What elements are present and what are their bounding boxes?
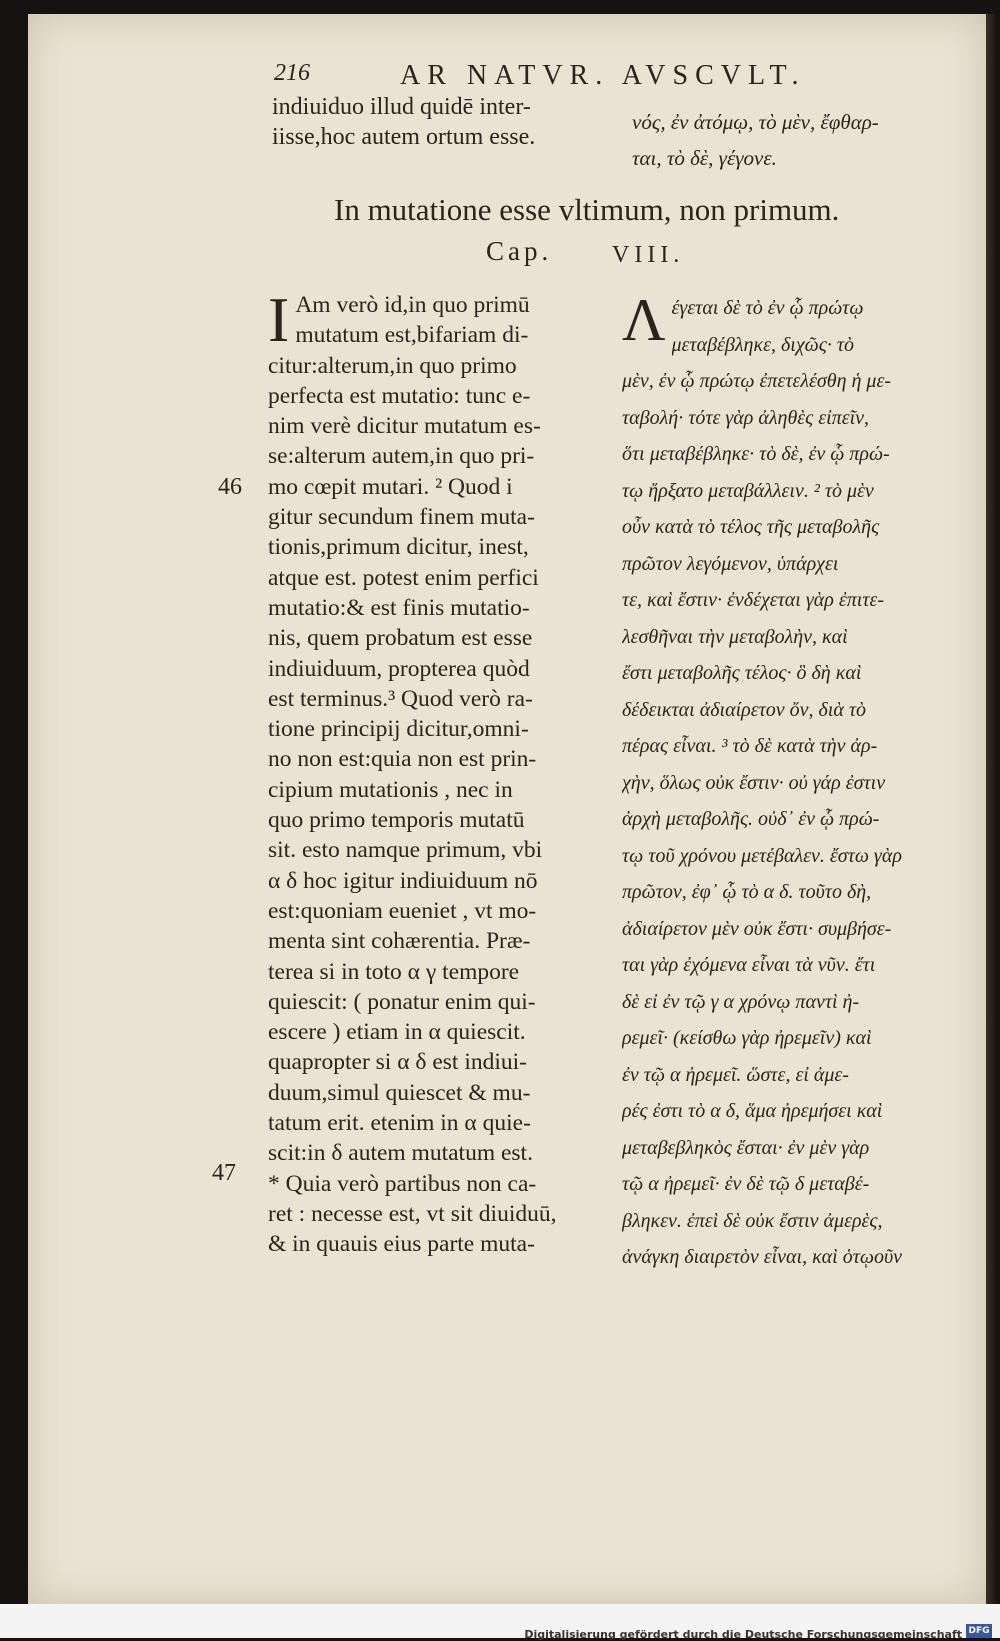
page-number: 216 <box>274 60 310 86</box>
greek-text-line: δέδεικται ἀδιαίρετον ὄν, διὰ τὸ <box>622 698 867 721</box>
latin-text-line: atque est. potest enim perfici <box>268 564 539 591</box>
greek-text-line: ταβολή· τότε γὰρ ἀληθὲς εἰπεῖν, <box>622 406 870 429</box>
running-head: AR NATVR. AVSCVLT. <box>400 60 806 91</box>
margin-number: 47 <box>212 1160 236 1186</box>
greek-text-line: ὅτι μεταβέβληκε· τὸ δὲ, ἐν ᾧ πρώ- <box>622 443 890 465</box>
greek-carryover-line: ται, τὸ δὲ, γέγονε. <box>632 146 777 170</box>
latin-text-line: se:alterum autem,in quo pri- <box>268 443 535 470</box>
latin-text-line: tionis,primum dicitur, inest, <box>268 534 529 561</box>
greek-text-line: τε, καὶ ἔστιν· ἐνδέχεται γὰρ ἐπιτε- <box>622 589 884 611</box>
greek-text-line: μεταβέβληκε, διχῶς· τὸ <box>671 333 855 356</box>
greek-text-line: ἀδιαίρετον μὲν οὐκ ἔστι· συμβήσε- <box>622 917 892 940</box>
latin-text-line: & in quauis eius parte muta- <box>268 1231 535 1258</box>
greek-carryover-line: νός, ἐν ἀτόμῳ, τὸ μὲν, ἔφθαρ- <box>632 110 879 134</box>
latin-text-line: nis, quem probatum est esse <box>268 625 533 652</box>
latin-carryover-line: indiuiduo illud quidē inter- <box>272 94 531 120</box>
latin-text-line: quapropter si α δ est indiui- <box>268 1049 527 1076</box>
greek-dropcap: Λ <box>622 287 666 353</box>
greek-text-line: ἔστι μεταβολῆς τέλος· ὃ δὴ καὶ <box>622 662 862 684</box>
latin-text-line: no non est:quia non est prin- <box>268 746 537 773</box>
greek-text-line: ἀνάγκη διαιρετὸν εἶναι, καὶ ὁτῳοῦν <box>622 1246 903 1268</box>
latin-text-line: mutatio:& est finis mutatio- <box>268 594 530 621</box>
latin-text-line: Am verò id,in quo primū <box>295 292 530 318</box>
latin-text-line: citur:alterum,in quo primo <box>268 352 517 379</box>
latin-dropcap: I <box>268 284 290 355</box>
greek-text-line: μὲν, ἐν ᾧ πρώτῳ ἐπετελέσθη ἡ με- <box>622 370 892 392</box>
latin-carryover <box>272 92 582 152</box>
greek-text-line: ἐν τῷ α ἠρεμεῖ. ὥστε, εἰ ἀμε- <box>622 1063 849 1086</box>
latin-text-line: tatum erit. etenim in α quie- <box>268 1110 531 1137</box>
latin-text-line: menta sint cohærentia. Præ- <box>268 928 531 955</box>
greek-text-line: τῷ α ἠρεμεῖ· ἐν δὲ τῷ δ μεταβέ- <box>622 1173 870 1195</box>
latin-text-line: mo cœpit mutari. ² Quod i <box>268 473 513 500</box>
latin-text-line: perfecta est mutatio: tunc e- <box>268 382 531 409</box>
latin-text-line: sit. esto namque primum, vbi <box>268 837 543 864</box>
latin-text-line: α δ hoc igitur indiuiduum nō <box>268 867 538 894</box>
greek-text-line: τῳ τοῦ χρόνου μετέβαλεν. ἔστω γὰρ <box>622 844 902 867</box>
greek-text-line: δὲ εἰ ἐν τῷ γ α χρόνῳ παντὶ ἠ- <box>622 990 860 1013</box>
greek-text-line: χὴν, ὅλως οὐκ ἔστιν· οὐ γάρ ἐστιν <box>622 771 886 794</box>
latin-text-line: tione principij dicitur,omni- <box>268 716 529 743</box>
greek-text-line: τῳ ἤρξατο μεταβάλλειν. ² τὸ μὲν <box>622 479 874 502</box>
chapter-title: In mutatione esse vltimum, non primum. <box>334 192 840 227</box>
greek-text-line: μεταβεβληκὸς ἔσται· ἐν μὲν γὰρ <box>622 1136 870 1159</box>
latin-text-line: indiuiduum, propterea quòd <box>268 655 530 682</box>
greek-text-line: ἀρχὴ μεταβολῆς. οὐδ᾽ ἐν ᾧ πρώ- <box>622 808 880 830</box>
latin-text-line: quo primo temporis mutatū <box>268 807 525 834</box>
greek-text-line: πέρας εἶναι. ³ τὸ δὲ κατὰ τὴν ἀρ- <box>622 735 878 757</box>
latin-text-line: nim verè dicitur mutatum es- <box>268 413 541 440</box>
latin-text-line: cipium mutationis , nec in <box>268 776 513 803</box>
greek-text-line: λεσθῆναι τὴν μεταβολὴν, καὶ <box>622 625 848 648</box>
latin-text-line: est:quoniam eueniet , vt mo- <box>268 897 537 924</box>
latin-text-line: ret : necesse est, vt sit diuiduū, <box>268 1200 557 1227</box>
latin-text-line: gitur secundum finem muta- <box>268 504 535 531</box>
latin-text-line: escere ) etiam in α quiescit. <box>268 1019 526 1046</box>
latin-text-line: quiescit: ( ponatur enim qui- <box>268 988 536 1015</box>
greek-text-line: πρῶτον, ἐφ᾽ ᾧ τὸ α δ. τοῦτο δὴ, <box>622 881 872 903</box>
latin-carryover-line: iisse,hoc autem ortum esse. <box>272 124 536 150</box>
greek-text-line: πρῶτον λεγόμενον, ὑπάρχει <box>622 552 839 575</box>
chapter-cap-label: Cap. <box>486 236 553 266</box>
greek-carryover <box>632 104 972 176</box>
margin-number: 46 <box>218 474 242 500</box>
greek-text-line: ται γὰρ ἐχόμενα εἶναι τὰ νῦν. ἔτι <box>622 954 876 976</box>
latin-text-line: terea si in toto α γ tempore <box>268 958 520 985</box>
book-edge <box>986 14 996 1604</box>
latin-text-line: scit:in δ autem mutatum est. <box>268 1140 533 1167</box>
latin-column <box>268 284 590 1260</box>
latin-text-line: duum,simul quiescet & mu- <box>268 1079 531 1106</box>
page-header <box>274 60 864 94</box>
latin-text-line: * Quia verò partibus non ca- <box>268 1170 537 1197</box>
greek-text-line: ρές ἐστι τὸ α δ, ἅμα ἠρεμήσει καὶ <box>622 1100 883 1122</box>
greek-column <box>622 287 966 1276</box>
greek-text-line: βληκεν. ἐπεὶ δὲ οὐκ ἔστιν ἀμερὲς, <box>622 1209 883 1232</box>
greek-text-line: ρεμεῖ· (κείσθω γὰρ ἠρεμεῖν) καὶ <box>622 1027 872 1049</box>
latin-text-line: est terminus.³ Quod verò ra- <box>268 685 533 712</box>
dfg-logo: DFG <box>966 1624 992 1638</box>
latin-text-line: mutatum est,bifariam di- <box>295 322 529 349</box>
greek-text-line: οὖν κατὰ τὸ τέλος τῆς μεταβολῆς <box>622 516 880 538</box>
funding-notice: Digitalisierung gefördert durch die Deutsche Forschungsgemeinschaft <box>524 1628 962 1641</box>
chapter-number: VIII. <box>612 242 685 268</box>
greek-text-line: έγεται δὲ τὸ ἐν ᾧ πρώτῳ <box>671 297 864 319</box>
